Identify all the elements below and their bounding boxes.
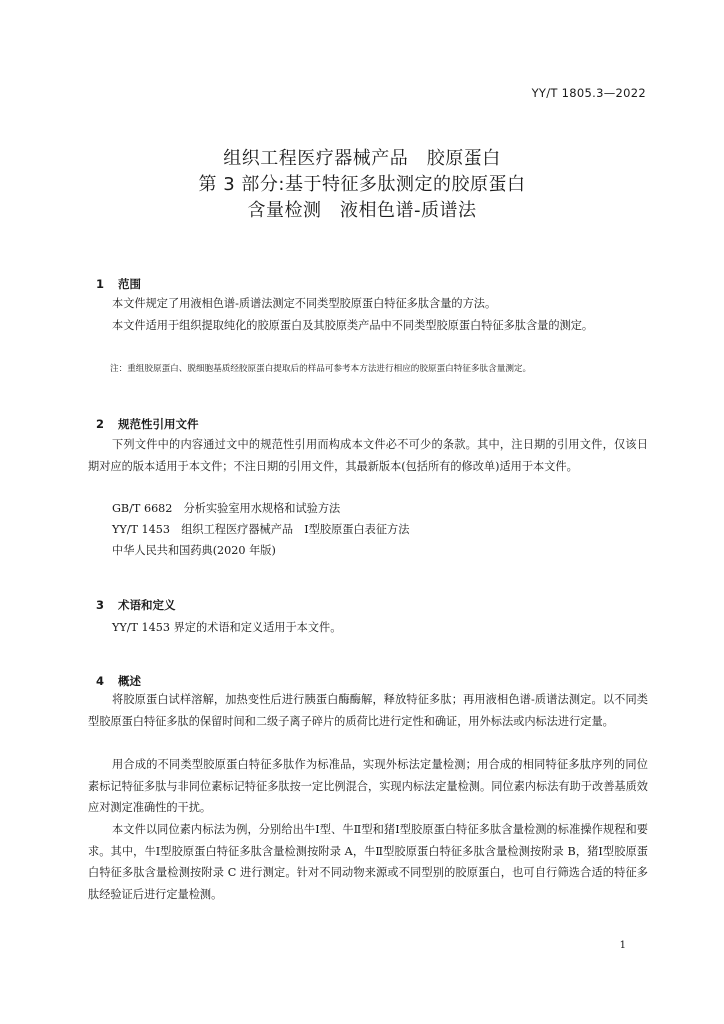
section-4-number: 4 xyxy=(96,674,105,688)
section-3-title: 术语和定义 xyxy=(118,598,176,612)
reference-item: YY/T 1453 组织工程医疗器械产品 Ⅰ型胶原蛋白表征方法 xyxy=(112,523,410,536)
section-4-title: 概述 xyxy=(118,674,142,688)
reference-item: 中华人民共和国药典(2020 年版) xyxy=(112,544,276,557)
section-3-paragraph-1: YY/T 1453 界定的术语和定义适用于本文件。 xyxy=(112,621,342,634)
title-line-2: 第 3 部分:基于特征多肽测定的胶原蛋白 xyxy=(198,174,526,195)
section-2-paragraph-1: 下列文件中的内容通过文中的规范性引用而构成本文件必不可少的条款。其中，注日期的引用文件，仅该日期对应的版本适用于本文件；不注日期的引用文件，其最新版本(包括所有的修改单)适用于本文件。 xyxy=(88,438,648,473)
section-1-paragraph-2: 本文件适用于组织提取纯化的胶原蛋白及其胶原类产品中不同类型胶原蛋白特征多肽含量的测定。 xyxy=(112,319,594,332)
section-4-paragraph-3: 本文件以同位素内标法为例，分别给出牛Ⅰ型、牛Ⅱ型和猪Ⅰ型胶原蛋白特征多肽含量检测的标准操作规程和要求。其中，牛Ⅰ型胶原蛋白特征多肽含量检测按附录 A，牛Ⅱ型胶原蛋白特征多肽含量检测按附录 B，猪Ⅰ型胶原蛋白特征多肽含量检测按附录 C 进行测定。针对不同动物来源或不同型别的胶原蛋白，也可自行筛选合适的特征多肽经验证后进行定量检测。 xyxy=(88,823,648,901)
section-1-note: 注：重组胶原蛋白、脱细胞基质经胶原蛋白提取后的样品可参考本方法进行相应的胶原蛋白特征多肽含量测定。 xyxy=(110,364,532,374)
section-4-heading xyxy=(88,659,141,689)
section-4-paragraph-1: 将胶原蛋白试样溶解，加热变性后进行胰蛋白酶酶解，释放特征多肽；再用液相色谱-质谱法测定。以不同类型胶原蛋白特征多肽的保留时间和二级子离子碎片的质荷比进行定性和确证，用外标法或内标法进行定量。 xyxy=(88,693,648,728)
section-1-title: 范围 xyxy=(118,277,142,291)
section-1-heading xyxy=(88,262,141,292)
section-3-heading xyxy=(88,583,176,613)
document-title xyxy=(0,146,724,224)
page-number: 1 xyxy=(619,940,626,951)
standard-number: YY/T 1805.3—2022 xyxy=(531,86,646,100)
section-1-number: 1 xyxy=(96,277,105,291)
section-3-number: 3 xyxy=(96,598,105,612)
title-line-3: 含量检测 液相色谱-质谱法 xyxy=(247,200,477,221)
section-2-title: 规范性引用文件 xyxy=(118,417,199,431)
section-2-heading xyxy=(88,402,199,432)
section-4-paragraph-2: 用合成的不同类型胶原蛋白特征多肽作为标准品，实现外标法定量检测；用合成的相同特征多肽序列的同位素标记特征多肽与非同位素标记特征多肽按一定比例混合，实现内标法定量检测。同位素内标法有助于改善基质效应对测定准确性的干扰。 xyxy=(88,758,648,814)
section-2-number: 2 xyxy=(96,417,105,431)
reference-item: GB/T 6682 分析实验室用水规格和试验方法 xyxy=(112,502,341,515)
title-line-1: 组织工程医疗器械产品 胶原蛋白 xyxy=(223,148,501,169)
section-1-paragraph-1: 本文件规定了用液相色谱-质谱法测定不同类型胶原蛋白特征多肽含量的方法。 xyxy=(112,297,497,310)
